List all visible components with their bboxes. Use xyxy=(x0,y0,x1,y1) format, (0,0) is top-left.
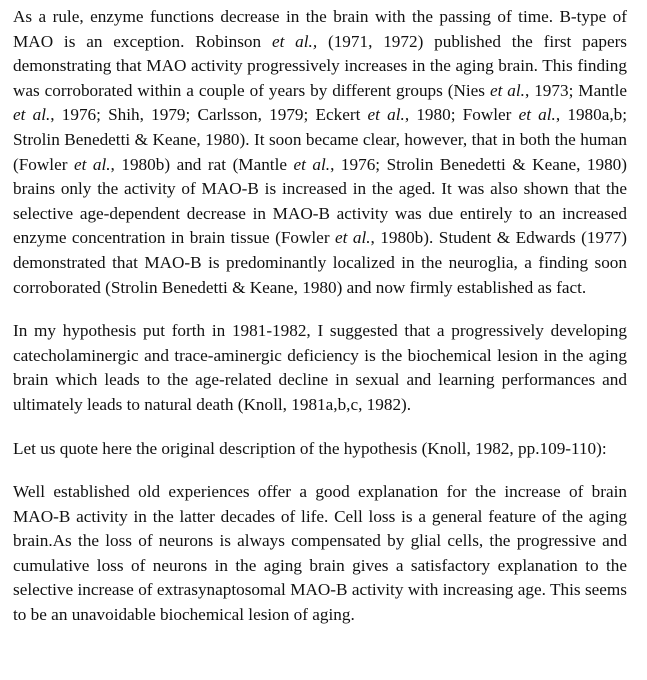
text-segment: , 1980; Fowler xyxy=(404,105,519,125)
text-segment: In my hypothesis put forth in 1981-1982, I suggested that a progressively developing catecholaminergic and trace-aminergic deficiency is the biochemical lesion in the aging brain which leads to the age-related decline in sexual and learning performances and ultimately leads to natural death (Knoll, 1981a,b,c, 1982). xyxy=(13,321,627,414)
text-segment: , 1976; Strolin Benedetti & Keane, 1980) brains only the activity of MAO-B is increased in the aged. It was also shown that the selective age-dependent decrease in MAO-B activity was due entirely to an increased enzyme concentration in brain tissue (Fowler xyxy=(13,154,627,248)
text-segment: As a rule, enzyme functions decrease in the brain with the passing of time. B-type of MAO is an exception. Robinson xyxy=(13,7,627,51)
text-segment: , 1980b) and rat (Mantle xyxy=(110,154,294,174)
text-segment: , 1973; Mantle xyxy=(524,80,627,100)
italic-text: et al. xyxy=(293,154,331,174)
document-page xyxy=(13,5,627,647)
italic-text: et al. xyxy=(73,154,111,174)
text-segment: Let us quote here the original description of the hypothesis (Knoll, 1982, pp.109-110): xyxy=(13,438,607,458)
text-segment: , 1980b). Student & Edwards (1977) demonstrated that MAO-B is predominantly localized in the neuroglia, a finding soon corroborated (Strolin Benedetti & Keane, 1980) and now firmly established as fact. xyxy=(13,228,627,297)
paragraph-quoted-hypothesis xyxy=(13,480,627,628)
italic-text: et al. xyxy=(367,105,405,125)
text-segment: (1971, 1972) published the first papers demonstrating that MAO activity progressively increases in the aging brain. This finding was corroborated within a couple of years by different groups (Nies xyxy=(13,31,627,100)
italic-text: et al. xyxy=(13,105,51,125)
text-segment: , 1980a,b; Strolin Benedetti & Keane, 1980). It soon became clear, however, that in both the human (Fowler xyxy=(13,105,628,174)
italic-text: et al. xyxy=(335,228,371,248)
paragraph-quote-intro xyxy=(13,437,627,462)
paragraph-mao-b-aging xyxy=(13,5,627,300)
italic-text: et al., xyxy=(271,31,318,51)
text-segment: , 1976; Shih, 1979; Carlsson, 1979; Eckert xyxy=(50,105,368,125)
paragraph-hypothesis xyxy=(13,319,627,417)
italic-text: et al. xyxy=(489,80,525,100)
text-segment: Well established old experiences offer a good explanation for the increase of brain MAO-B activity in the latter decades of life. Cell loss is a general feature of the aging brain.As the loss of neurons is always compensated by glial cells, the progressive and cumulative loss of neurons in the aging brain gives a satisfactory explanation to the selective increase of extrasynaptosomal MAO-B activity with increasing age. This seems to be an unavoidable biochemical lesion of aging. xyxy=(13,482,627,625)
italic-text: et al. xyxy=(518,105,556,125)
